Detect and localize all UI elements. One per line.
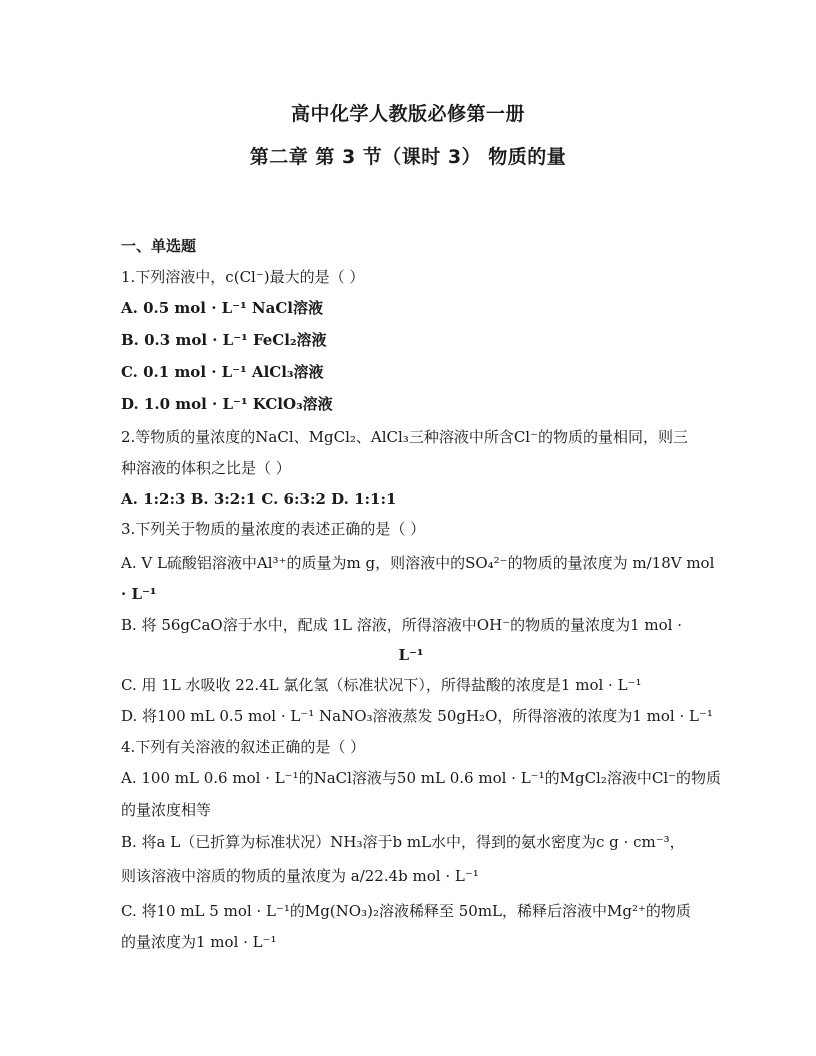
- question-2-line-2: 种溶液的体积之比是（ ）: [121, 459, 291, 477]
- question-2-options: A. 1:2:3 B. 3:2:1 C. 6:3:2 D. 1:1:1: [121, 490, 397, 508]
- question-3-option-a: A. V L硫酸铝溶液中Al³⁺的质量为m g，则溶液中的SO₄²⁻的物质的量浓度为 m/18V mol: [121, 554, 715, 572]
- question-1-option-a: A. 0.5 mol · L⁻¹ NaCl溶液: [121, 299, 323, 317]
- question-4-option-a: A. 100 mL 0.6 mol · L⁻¹的NaCl溶液与50 mL 0.6 mol · L⁻¹的MgCl₂溶液中Cl⁻的物质: [121, 769, 722, 787]
- question-4: 4.下列有关溶液的叙述正确的是（ ）: [121, 738, 366, 756]
- document-subtitle: 第二章 第 3 节（课时 3） 物质的量: [249, 146, 567, 168]
- section-heading: 一、单选题: [121, 237, 197, 255]
- question-4-option-a-cont: 的量浓度相等: [121, 801, 212, 819]
- question-3-option-b: B. 将 56gCaO溶于水中，配成 1L 溶液，所得溶液中OH⁻的物质的量浓度为1 mol ·: [121, 616, 682, 634]
- question-4-option-b-cont: 则该溶液中溶质的物质的量浓度为 a/22.4b mol · L⁻¹: [121, 867, 479, 885]
- question-1-option-b: B. 0.3 mol · L⁻¹ FeCl₂溶液: [121, 331, 327, 349]
- question-3-option-c: C. 用 1L 水吸收 22.4L 氯化氢（标准状况下），所得盐酸的浓度是1 mol · L⁻¹: [121, 676, 642, 694]
- question-3: 3.下列关于物质的量浓度的表述正确的是（ ）: [121, 520, 426, 538]
- question-1-option-c: C. 0.1 mol · L⁻¹ AlCl₃溶液: [121, 363, 324, 381]
- question-4-option-c-cont: 的量浓度为1 mol · L⁻¹: [121, 933, 277, 951]
- question-1: 1.下列溶液中，c(Cl⁻)最大的是（ ）: [121, 268, 365, 286]
- question-3-option-b-cont: L⁻¹: [398, 646, 424, 664]
- question-3-option-d: D. 将100 mL 0.5 mol · L⁻¹ NaNO₃溶液蒸发 50gH₂O，所得溶液的浓度为1 mol · L⁻¹: [121, 707, 713, 725]
- question-2-line-1: 2.等物质的量浓度的NaCl、MgCl₂、AlCl₃三种溶液中所含Cl⁻的物质的量相同，则三: [121, 428, 689, 446]
- document-title: 高中化学人教版必修第一册: [290, 103, 525, 125]
- question-4-option-b: B. 将a L（已折算为标准状况）NH₃溶于b mL水中，得到的氨水密度为c g · cm⁻³，: [121, 833, 685, 851]
- question-3-option-a-cont: · L⁻¹: [121, 585, 157, 603]
- question-4-option-c: C. 将10 mL 5 mol · L⁻¹的Mg(NO₃)₂溶液稀释至 50mL，稀释后溶液中Mg²⁺的物质: [121, 902, 691, 920]
- question-1-option-d: D. 1.0 mol · L⁻¹ KClO₃溶液: [121, 395, 333, 413]
